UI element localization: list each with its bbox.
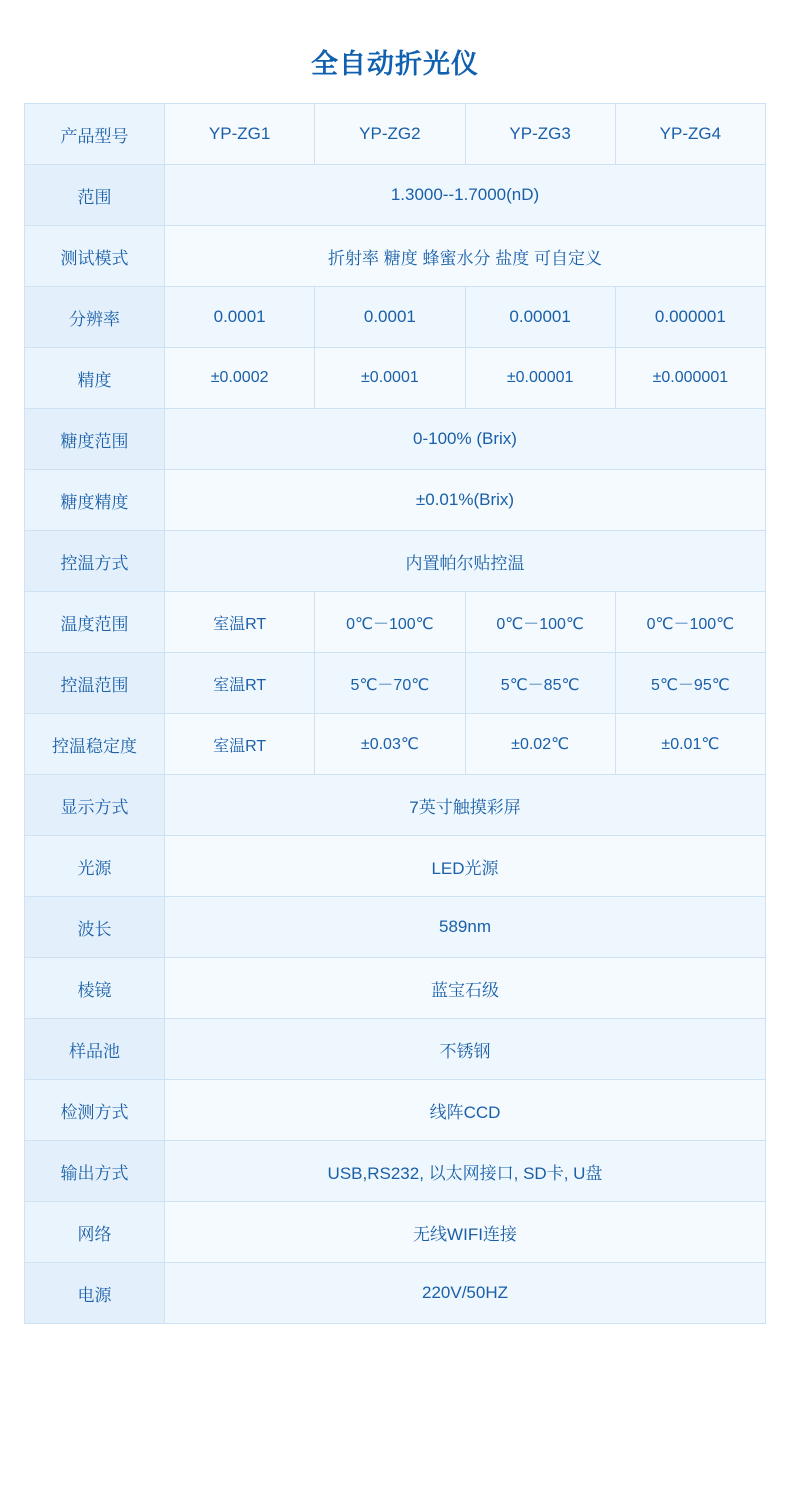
table-row bbox=[25, 348, 766, 409]
row-value-1: 0.0001 bbox=[165, 287, 315, 348]
row-value-span: USB,RS232, 以太网接口, SD卡, U盘 bbox=[165, 1141, 766, 1202]
row-value-1: 室温RT bbox=[165, 714, 315, 775]
row-label: 糖度范围 bbox=[25, 409, 165, 470]
table-row bbox=[25, 1263, 766, 1324]
row-label: 测试模式 bbox=[25, 226, 165, 287]
row-value-1: YP-ZG1 bbox=[165, 104, 315, 165]
table-row bbox=[25, 897, 766, 958]
row-value-3: 5℃－85℃ bbox=[465, 653, 615, 714]
row-label: 样品池 bbox=[25, 1019, 165, 1080]
table-row bbox=[25, 1019, 766, 1080]
row-value-span: 589nm bbox=[165, 897, 766, 958]
row-label: 控温方式 bbox=[25, 531, 165, 592]
row-value-2: 5℃－70℃ bbox=[315, 653, 465, 714]
row-label: 范围 bbox=[25, 165, 165, 226]
row-value-span: 无线WIFI连接 bbox=[165, 1202, 766, 1263]
row-value-3: ±0.00001 bbox=[465, 348, 615, 409]
row-label: 产品型号 bbox=[25, 104, 165, 165]
row-value-span: 220V/50HZ bbox=[165, 1263, 766, 1324]
row-value-1: 室温RT bbox=[165, 653, 315, 714]
row-value-span: 蓝宝石级 bbox=[165, 958, 766, 1019]
row-value-1: 室温RT bbox=[165, 592, 315, 653]
row-value-span: 不锈钢 bbox=[165, 1019, 766, 1080]
row-value-span: 7英寸触摸彩屏 bbox=[165, 775, 766, 836]
row-value-4: ±0.000001 bbox=[615, 348, 765, 409]
row-value-2: 0℃－100℃ bbox=[315, 592, 465, 653]
row-value-4: 0℃－100℃ bbox=[615, 592, 765, 653]
table-row bbox=[25, 1141, 766, 1202]
row-value-span: 线阵CCD bbox=[165, 1080, 766, 1141]
row-label: 控温稳定度 bbox=[25, 714, 165, 775]
specification-table bbox=[24, 103, 766, 1324]
table-row bbox=[25, 287, 766, 348]
table-row bbox=[25, 775, 766, 836]
row-value-3: 0℃－100℃ bbox=[465, 592, 615, 653]
row-value-span: 折射率 糖度 蜂蜜水分 盐度 可自定义 bbox=[165, 226, 766, 287]
row-value-2: 0.0001 bbox=[315, 287, 465, 348]
table-row bbox=[25, 165, 766, 226]
table-row bbox=[25, 226, 766, 287]
row-value-2: ±0.0001 bbox=[315, 348, 465, 409]
table-row bbox=[25, 653, 766, 714]
row-label: 光源 bbox=[25, 836, 165, 897]
row-value-span: ±0.01%(Brix) bbox=[165, 470, 766, 531]
row-value-span: 0-100% (Brix) bbox=[165, 409, 766, 470]
row-value-3: YP-ZG3 bbox=[465, 104, 615, 165]
table-row bbox=[25, 714, 766, 775]
row-label: 糖度精度 bbox=[25, 470, 165, 531]
row-label: 棱镜 bbox=[25, 958, 165, 1019]
row-value-2: ±0.03℃ bbox=[315, 714, 465, 775]
table-row bbox=[25, 836, 766, 897]
row-value-span: 内置帕尔贴控温 bbox=[165, 531, 766, 592]
row-label: 分辨率 bbox=[25, 287, 165, 348]
table-row bbox=[25, 104, 766, 165]
row-label: 检测方式 bbox=[25, 1080, 165, 1141]
row-value-span: 1.3000--1.7000(nD) bbox=[165, 165, 766, 226]
row-value-span: LED光源 bbox=[165, 836, 766, 897]
table-row bbox=[25, 958, 766, 1019]
row-value-4: 0.000001 bbox=[615, 287, 765, 348]
row-label: 电源 bbox=[25, 1263, 165, 1324]
row-label: 网络 bbox=[25, 1202, 165, 1263]
page-title: 全自动折光仪 bbox=[311, 49, 479, 79]
row-label: 控温范围 bbox=[25, 653, 165, 714]
row-value-3: ±0.02℃ bbox=[465, 714, 615, 775]
table-body bbox=[25, 104, 766, 1324]
table-row bbox=[25, 409, 766, 470]
table-row bbox=[25, 531, 766, 592]
row-value-1: ±0.0002 bbox=[165, 348, 315, 409]
row-label: 输出方式 bbox=[25, 1141, 165, 1202]
row-value-4: YP-ZG4 bbox=[615, 104, 765, 165]
row-value-2: YP-ZG2 bbox=[315, 104, 465, 165]
table-row bbox=[25, 1080, 766, 1141]
row-label: 波长 bbox=[25, 897, 165, 958]
table-row bbox=[25, 1202, 766, 1263]
table-row bbox=[25, 470, 766, 531]
table-row bbox=[25, 592, 766, 653]
row-label: 精度 bbox=[25, 348, 165, 409]
row-value-3: 0.00001 bbox=[465, 287, 615, 348]
row-value-4: 5℃－95℃ bbox=[615, 653, 765, 714]
row-value-4: ±0.01℃ bbox=[615, 714, 765, 775]
row-label: 显示方式 bbox=[25, 775, 165, 836]
row-label: 温度范围 bbox=[25, 592, 165, 653]
